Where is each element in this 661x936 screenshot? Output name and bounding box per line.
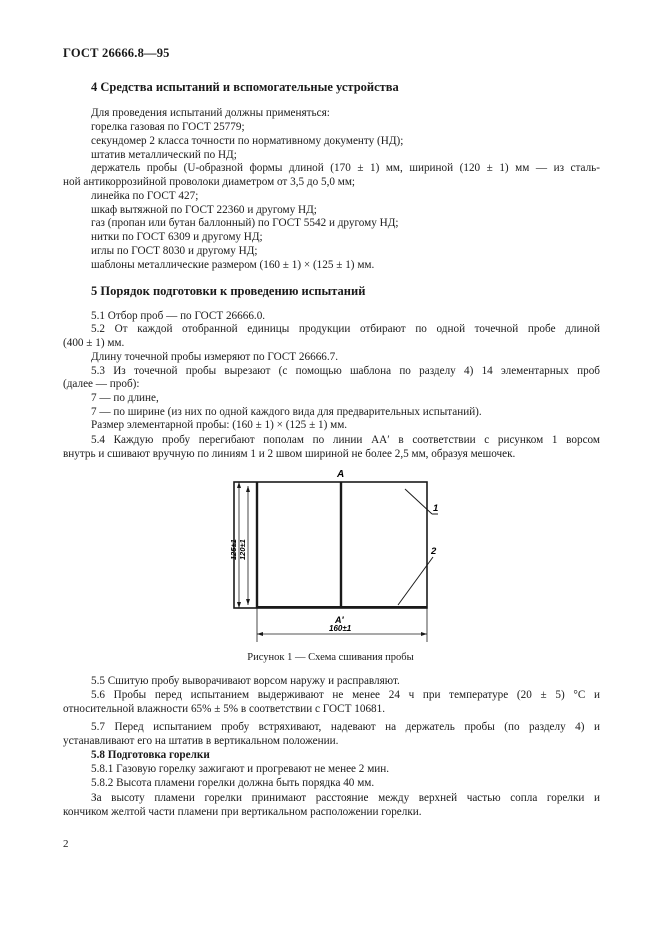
- section-5-line: 5.1 Отбор проб — по ГОСТ 26666.0.: [91, 310, 266, 322]
- section-4-line: горелка газовая по ГОСТ 25779;: [91, 121, 245, 133]
- section-4-line: нитки по ГОСТ 6309 и другому НД;: [91, 231, 263, 243]
- section-4-title: 4 Средства испытаний и вспомогательные устройства: [91, 80, 399, 94]
- dimension-height-inner-label: 120±1: [238, 539, 247, 560]
- fold-label-bottom: A′: [335, 615, 344, 625]
- section-5b-line: 5.8.1 Газовую горелку зажигают и прогревают не менее 2 мин.: [91, 763, 390, 775]
- section-5b-line: устанавливают его на штатив в вертикальном положении.: [63, 735, 339, 747]
- stitching-diagram: [222, 464, 442, 644]
- section-5-line: 5.2 От каждой отобранной единицы продукции отбирают по одной точечной пробе длиной: [91, 323, 600, 335]
- section-4-line: держатель пробы (U-образной формы длиной (170 ± 1) мм, шириной (120 ± 1) мм — из сталь-: [91, 162, 600, 174]
- section-4-line: линейка по ГОСТ 427;: [91, 190, 199, 202]
- section-4-line: шаблоны металлические размером (160 ± 1) × (125 ± 1) мм.: [91, 259, 375, 271]
- section-4-line: штатив металлический по НД;: [91, 149, 237, 161]
- section-5b-line: кончиком желтой части пламени при вертикальном расположении горелки.: [63, 806, 422, 818]
- figure-caption: Рисунок 1 — Схема сшивания пробы: [247, 652, 414, 663]
- section-5-line: (400 ± 1) мм.: [63, 337, 125, 349]
- section-5-line: (далее — проб):: [63, 378, 140, 390]
- section-5-line: 7 — по длине,: [91, 392, 159, 404]
- section-5b-line: относительной влажности 65% ± 5% в соответствии с ГОСТ 10681.: [63, 703, 386, 715]
- section-5-title: 5 Порядок подготовки к проведению испытаний: [91, 284, 366, 298]
- section-4-line: секундомер 2 класса точности по нормативному документу (НД);: [91, 135, 404, 147]
- section-5b-line: 5.6 Пробы перед испытанием выдерживают не менее 24 ч при температуре (20 ± 5) °С и: [91, 689, 600, 701]
- stitch-line-bottom: [257, 606, 427, 608]
- section-4-line: газ (пропан или бутан баллонный) по ГОСТ 5542 и другому НД;: [91, 217, 399, 229]
- subsection-title: 5.8 Подготовка горелки: [91, 749, 210, 761]
- section-5-line: внутрь и сшивают вручную по линиям 1 и 2 швом шириной не более 2,5 мм, образуя мешочек.: [63, 448, 516, 460]
- dimension-width-label: 160±1: [329, 624, 352, 633]
- section-5-line: 5.3 Из точечной пробы вырезают (с помощью шаблона по разделу 4) 14 элементарных проб: [91, 365, 600, 377]
- callout-2-label: 2: [431, 546, 437, 557]
- section-5-line: 5.4 Каждую пробу перегибают пополам по линии AA′ в соответствии с рисунком 1 ворсом: [91, 434, 600, 446]
- section-5b-line: 5.7 Перед испытанием пробу встряхивают, надевают на держатель пробы (по разделу 4) и: [91, 721, 600, 733]
- section-5b-line: За высоту пламени горелки принимают расстояние между верхней частью сопла горелки и: [91, 792, 600, 804]
- section-4-line: ной антикоррозийной проволоки диаметром от 3,5 до 5,0 мм;: [63, 176, 356, 188]
- section-5b-line: 5.5 Сшитую пробу выворачивают ворсом наружу и расправляют.: [91, 675, 400, 687]
- section-5-line: 7 — по ширине (из них по одной каждого вида для предварительных испытаний).: [91, 406, 482, 418]
- section-4-line: шкаф вытяжной по ГОСТ 22360 и другому НД;: [91, 204, 317, 216]
- section-5-line: Длину точечной пробы измеряют по ГОСТ 26666.7.: [91, 351, 339, 363]
- callout-1-leader: [405, 489, 432, 514]
- section-4-line: иглы по ГОСТ 8030 и другому НД;: [91, 245, 258, 257]
- section-5b-line: 5.8.2 Высота пламени горелки должна быть порядка 40 мм.: [91, 777, 375, 789]
- section-4-line: Для проведения испытаний должны применяться:: [91, 107, 330, 119]
- sample-outline: [234, 482, 427, 608]
- callout-1-label: 1: [433, 503, 439, 514]
- dimension-height-outer-label: 125±1: [229, 539, 238, 560]
- fold-label-top: A: [337, 469, 345, 480]
- document-header: ГОСТ 26666.8—95: [63, 46, 170, 60]
- section-5-line: Размер элементарной пробы: (160 ± 1) × (125 ± 1) мм.: [91, 419, 348, 431]
- page-number: 2: [63, 838, 69, 850]
